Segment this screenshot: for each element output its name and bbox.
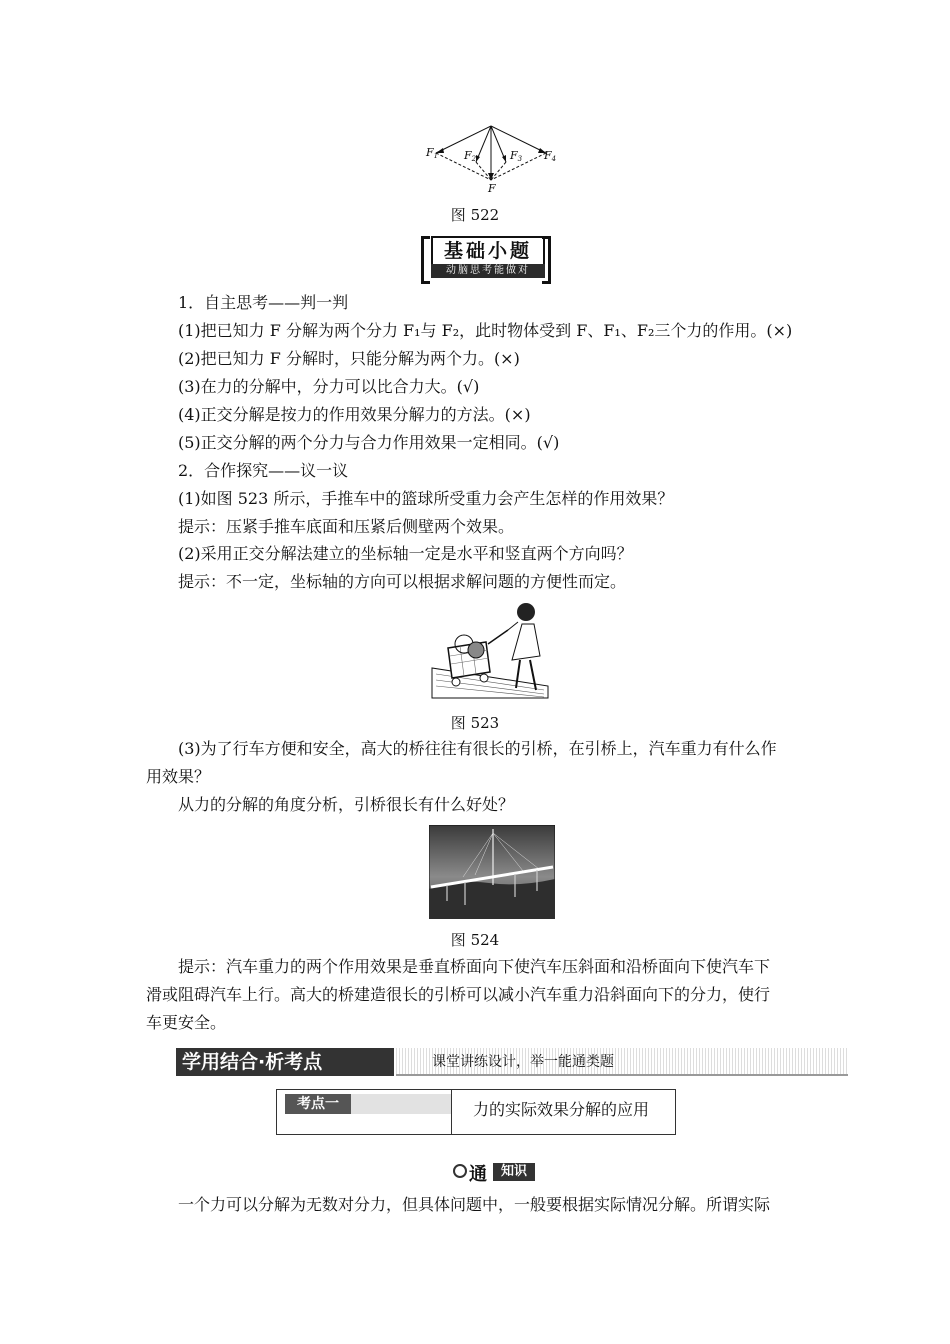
judge-item-4: (4)正交分解是按力的作用效果分解力的方法。(×) — [178, 405, 531, 424]
section2-heading: 2．合作探究——议一议 — [178, 461, 349, 480]
label-f4: F4 — [544, 149, 557, 163]
caption-524: 图 524 — [450, 931, 500, 949]
badge-subtitle: 动脑思考能做对 — [431, 264, 545, 278]
answer-3-line2: 滑或阻碍汽车上行。高大的桥建造很长的引桥可以减小汽车重力沿斜面向下的分力，使行 — [146, 985, 771, 1004]
person-body — [508, 622, 540, 660]
pin-icon — [453, 1164, 467, 1178]
cart-wheel-left — [452, 678, 460, 686]
force-diagram-522 — [424, 122, 564, 194]
answer-1: 提示：压紧手推车底面和压紧后侧壁两个效果。 — [178, 517, 515, 536]
caption-522: 图 522 — [450, 206, 500, 224]
section-banner — [176, 1048, 848, 1076]
answer-3-line3: 车更安全。 — [146, 1013, 227, 1032]
caption-523: 图 523 — [450, 714, 500, 732]
judge-item-1: (1)把已知力 F 分解为两个分力 F₁与 F₂，此时物体受到 F、F₁、F₂三个力的作用。(×) — [178, 321, 793, 340]
bridge-photo-524 — [429, 825, 555, 919]
dashed-f3-f — [491, 162, 506, 180]
answer-2: 提示：不一定，坐标轴的方向可以根据求解问题的方便性而定。 — [178, 572, 627, 591]
knowledge-marker-sub: 知识 — [493, 1163, 535, 1181]
key-point-box — [276, 1089, 676, 1135]
key-point-divider — [451, 1090, 452, 1134]
judge-item-3: (3)在力的分解中，分力可以比合力大。(√) — [178, 377, 480, 396]
question-3-line1: (3)为了行车方便和安全，高大的桥往往有很长的引桥，在引桥上，汽车重力有什么作 — [178, 739, 777, 758]
judge-item-2: (2)把已知力 F 分解时，只能分解为两个力。(×) — [178, 349, 520, 368]
final-paragraph-line: 一个力可以分解为无数对分力，但具体问题中，一般要根据实际情况分解。所谓实际 — [178, 1195, 771, 1214]
question-2: (2)采用正交分解法建立的坐标轴一定是水平和竖直两个方向吗？ — [178, 544, 633, 563]
force-f4-line — [491, 126, 546, 153]
key-point-title: 力的实际效果分解的应用 — [473, 1100, 650, 1119]
person-head — [517, 603, 535, 621]
knowledge-marker — [453, 1160, 533, 1184]
badge-title: 基础小题 — [431, 236, 545, 266]
basketball — [468, 642, 484, 658]
question-1: (1)如图 523 所示，手推车中的篮球所受重力会产生怎样的作用效果？ — [178, 489, 674, 508]
badge-bracket-right — [542, 236, 551, 284]
judge-item-5: (5)正交分解的两个分力与合力作用效果一定相同。(√) — [178, 433, 560, 452]
badge-bracket-left — [421, 236, 430, 284]
question-3-line3: 从力的分解的角度分析，引桥很长有什么好处？ — [178, 795, 515, 814]
key-point-tag: 考点一 — [285, 1094, 351, 1114]
label-f: F — [488, 182, 496, 194]
cart-wheel-right — [480, 674, 488, 682]
banner-title: 学用结合·析考点 — [176, 1048, 394, 1076]
knowledge-marker-main: 通 — [469, 1164, 487, 1185]
label-f2: F2 — [464, 149, 477, 163]
cart-handle — [488, 630, 508, 644]
key-point-bar — [351, 1094, 451, 1114]
section-badge — [421, 236, 551, 280]
dashed-f2-f — [476, 162, 491, 180]
answer-3-line1: 提示：汽车重力的两个作用效果是垂直桥面向下使汽车压斜面和沿桥面向下使汽车下 — [178, 957, 771, 976]
label-f1: F1 — [426, 146, 439, 160]
section1-heading: 1．自主思考——判一判 — [178, 293, 349, 312]
cart-illustration-523 — [430, 598, 550, 702]
question-3-line2: 用效果？ — [146, 767, 211, 786]
label-f3: F3 — [510, 149, 523, 163]
banner-subtitle: 课堂讲练设计，举一能通类题 — [396, 1048, 848, 1076]
